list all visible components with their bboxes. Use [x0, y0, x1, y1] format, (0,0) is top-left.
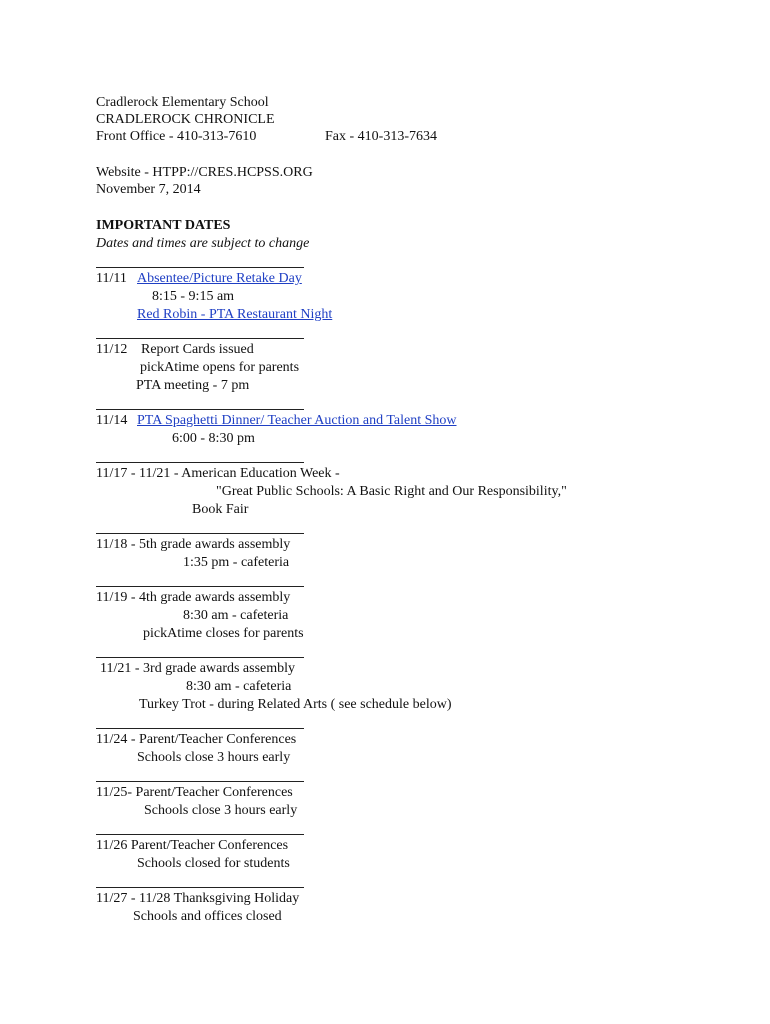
divider — [96, 267, 304, 268]
event-time: 6:00 - 8:30 pm — [172, 431, 255, 446]
event-detail: 8:30 am - cafeteria — [183, 608, 289, 623]
event-link-spaghetti-dinner[interactable]: PTA Spaghetti Dinner/ Teacher Auction and Talent Show — [137, 413, 457, 428]
website: Website - HTPP://CRES.HCPSS.ORG — [96, 165, 313, 180]
event-detail: Schools and offices closed — [133, 909, 282, 924]
event-title: 11/26 Parent/Teacher Conferences — [96, 838, 289, 853]
event-detail: 1:35 pm - cafeteria — [183, 555, 290, 570]
event-detail: pickAtime closes for parents — [143, 626, 304, 641]
divider — [96, 887, 304, 888]
divider — [96, 781, 304, 782]
divider — [96, 586, 304, 587]
divider — [96, 834, 304, 835]
event-title: 11/21 - 3rd grade awards assembly — [100, 661, 296, 676]
event-date: 11/14 — [96, 413, 128, 428]
event-detail: Schools close 3 hours early — [144, 803, 298, 818]
event-detail: Book Fair — [192, 502, 249, 517]
event-title: 11/25- Parent/Teacher Conferences — [96, 785, 293, 800]
event-date: 11/12 — [96, 342, 128, 357]
event-title: 11/19 - 4th grade awards assembly — [96, 590, 291, 605]
event-detail: Schools closed for students — [137, 856, 290, 871]
front-office-phone: Front Office - 410-313-7610 — [96, 129, 257, 144]
event-title: 11/18 - 5th grade awards assembly — [96, 537, 291, 552]
event-detail: pickAtime opens for parents — [140, 360, 300, 375]
event-detail: PTA meeting - 7 pm — [136, 378, 250, 393]
event-time: 8:15 - 9:15 am — [152, 289, 235, 304]
newsletter-title: CRADLEROCK CHRONICLE — [96, 112, 275, 127]
event-title: 11/17 - 11/21 - American Education Week - — [96, 466, 340, 481]
divider — [96, 657, 304, 658]
divider — [96, 728, 304, 729]
event-title: 11/27 - 11/28 Thanksgiving Holiday — [96, 891, 300, 906]
divider — [96, 533, 304, 534]
event-detail: Turkey Trot - during Related Arts ( see schedule below) — [139, 697, 452, 712]
event-link-red-robin[interactable]: Red Robin - PTA Restaurant Night — [137, 307, 333, 322]
school-name: Cradlerock Elementary School — [96, 95, 269, 110]
event-detail: Schools close 3 hours early — [137, 750, 291, 765]
event-title: 11/24 - Parent/Teacher Conferences — [96, 732, 297, 747]
event-date: 11/11 — [96, 271, 127, 286]
divider — [96, 338, 304, 339]
dates-note: Dates and times are subject to change — [96, 236, 310, 251]
event-title: Report Cards issued — [141, 342, 254, 357]
divider — [96, 462, 304, 463]
divider — [96, 409, 304, 410]
fax-number: Fax - 410-313-7634 — [325, 129, 437, 144]
newsletter-date: November 7, 2014 — [96, 182, 201, 197]
event-detail: "Great Public Schools: A Basic Right and Our Responsibility," — [216, 484, 567, 499]
event-detail: 8:30 am - cafeteria — [186, 679, 292, 694]
important-dates-heading: IMPORTANT DATES — [96, 218, 231, 233]
event-link-absentee-picture-retake[interactable]: Absentee/Picture Retake Day — [137, 271, 302, 286]
